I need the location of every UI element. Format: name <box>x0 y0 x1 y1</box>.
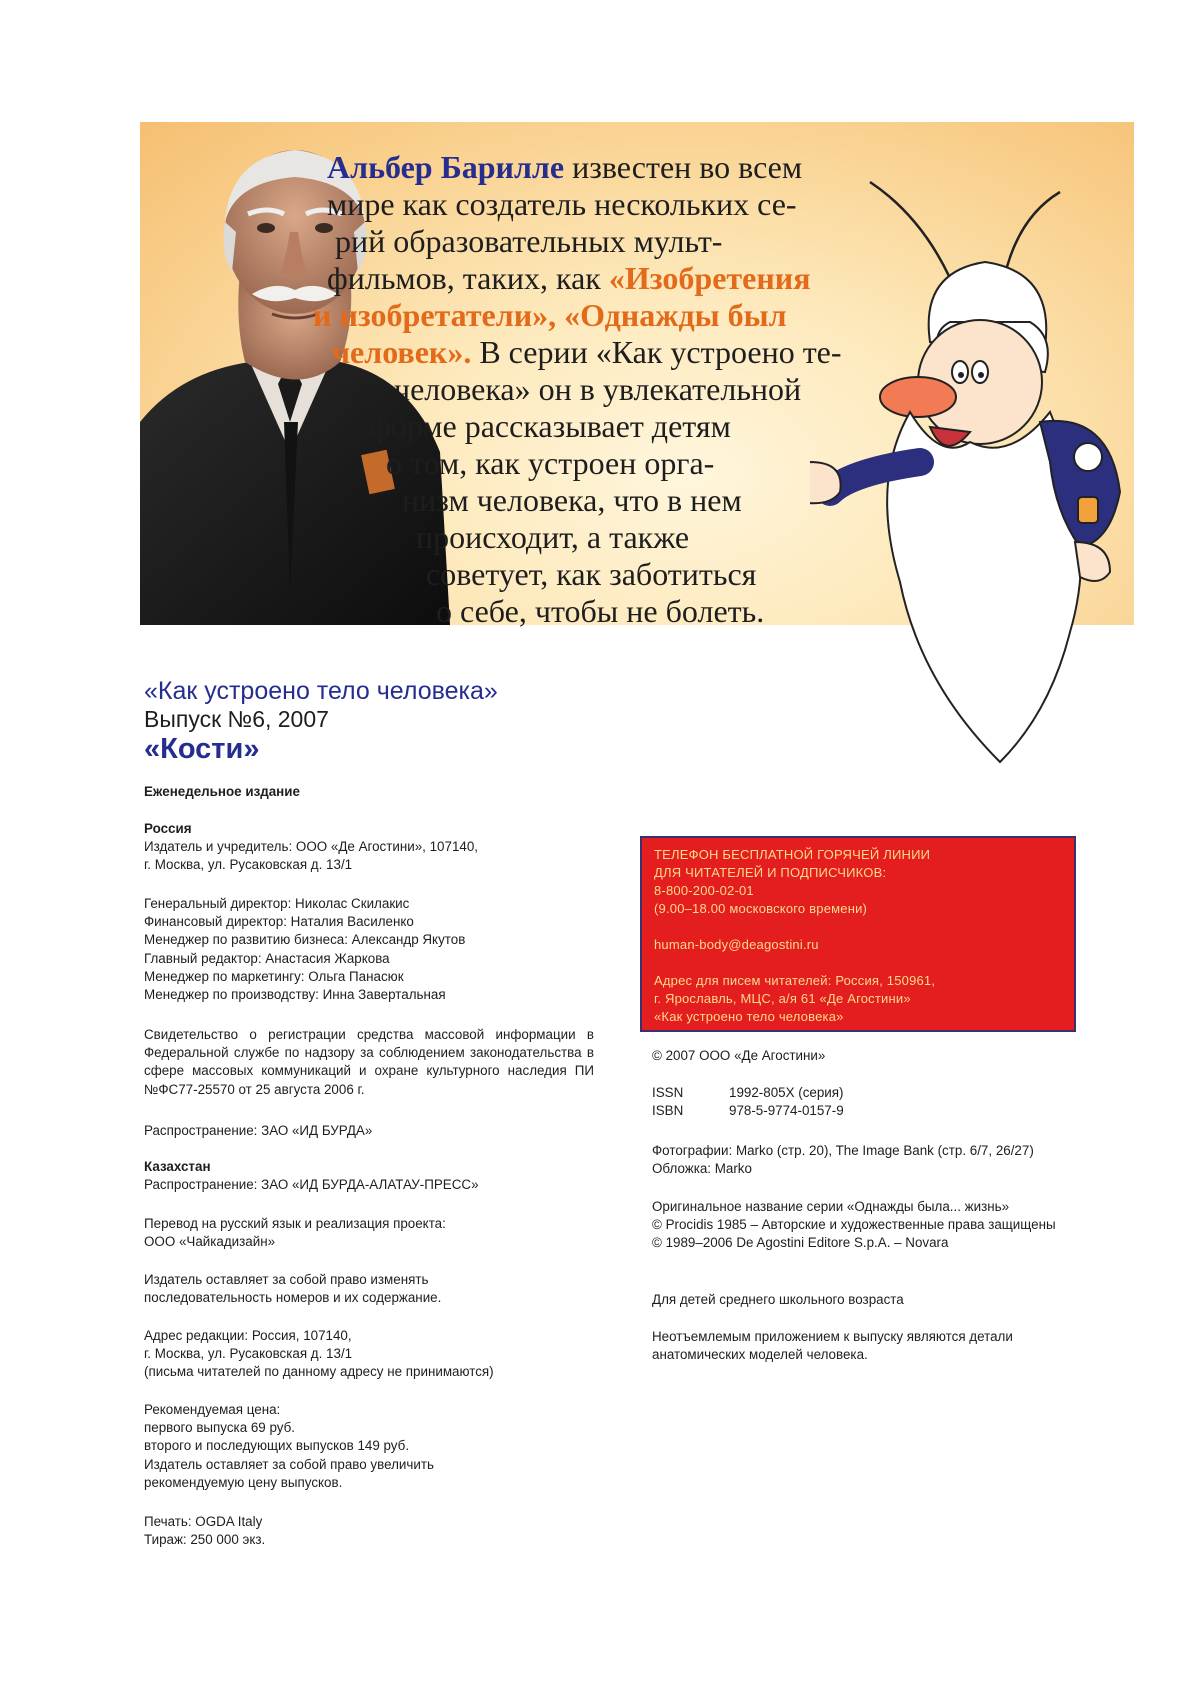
quote-line-8 <box>370 408 731 445</box>
quote-text: происходит, а также <box>416 519 690 555</box>
quote-text: советует, как заботиться <box>426 556 757 592</box>
hotline-phone: 8-800-200-02-01 <box>654 883 754 898</box>
issn-value: 1992-805X (серия) <box>729 1085 844 1100</box>
publisher-line: Издатель и учредитель: ООО «Де Агостини», 107140, <box>144 839 479 855</box>
quote-line-13 <box>436 593 764 630</box>
price-line: Рекомендуемая цена: <box>144 1402 281 1417</box>
quote-text: мире как создатель нескольких се- <box>327 186 797 222</box>
quote-line-12 <box>426 556 756 593</box>
editorial-address <box>144 1327 494 1382</box>
translation-line: ООО «Чайкадизайн» <box>144 1234 276 1250</box>
registration-notice: Свидетельство о регистрации средства массовой информации в Федеральной службе по надзору за соблюдением законодательства в сфере массовых коммуникаций и охране культурного наследия ПИ №ФС77-25570 от 25 августа 2006 г. <box>144 1027 594 1097</box>
hotline-line: ДЛЯ ЧИТАТЕЛЕЙ И ПОДПИСЧИКОВ: <box>654 865 887 880</box>
publisher-line: г. Москва, ул. Русаковская д. 13/1 <box>144 857 353 873</box>
staff-item: Финансовый директор: Наталия Василенко <box>144 914 414 930</box>
quote-line-11 <box>416 519 689 556</box>
price-line: рекомендуемую цену выпусков. <box>144 1474 343 1490</box>
original-line: © Procidis 1985 – Авторские и художественные права защищены <box>652 1217 1056 1233</box>
kazakhstan-block <box>144 1158 479 1194</box>
staff-item: Менеджер по производству: Инна Завертальная <box>144 987 446 1003</box>
isbn-label: ISBN <box>652 1103 684 1119</box>
print-line: Тираж: 250 000 экз. <box>144 1532 266 1548</box>
hotline-line: ТЕЛЕФОН БЕСПЛАТНОЙ ГОРЯЧЕЙ ЛИНИИ <box>654 847 931 862</box>
price-line: второго и последующих выпусков 149 руб. <box>144 1438 410 1454</box>
quote-text: фильмов, таких, как <box>327 260 609 296</box>
issn-isbn <box>652 1084 844 1120</box>
quote-line-3 <box>335 223 722 260</box>
print-line: Печать: OGDA Italy <box>144 1514 263 1529</box>
cartoon-title: и изобретатели», «Однажды был <box>313 297 787 333</box>
russia-block <box>144 820 478 875</box>
hotline-address: «Как устроено тело человека» <box>654 1009 844 1024</box>
intro-banner <box>140 122 1134 629</box>
weekly-text: Еженедельное издание <box>144 784 300 799</box>
quote-text: о себе, чтобы не болеть. <box>436 593 765 629</box>
price-block <box>144 1401 434 1492</box>
photo-credit-line: Обложка: Marko <box>652 1161 752 1177</box>
issn-row <box>652 1084 844 1102</box>
isbn-value: 978-5-9774-0157-9 <box>729 1103 844 1119</box>
weekly-label <box>144 783 300 801</box>
original-line: © 1989–2006 De Agostini Editore S.p.A. – Novara <box>652 1235 949 1251</box>
kazakhstan-heading: Казахстан <box>144 1159 211 1174</box>
price-line: Издатель оставляет за собой право увеличить <box>144 1456 434 1472</box>
issue-number: Выпуск №6, 2007 <box>144 706 329 732</box>
quote-text: В серии «Как устроено те- <box>471 334 842 370</box>
publisher-rights <box>144 1271 441 1307</box>
quote-line-9 <box>386 445 714 482</box>
rights-line: последовательность номеров и их содержание. <box>144 1290 442 1306</box>
staff-item: Главный редактор: Анастасия Жаркова <box>144 950 390 966</box>
quote-line-6 <box>332 334 842 371</box>
isbn-row <box>652 1102 844 1120</box>
quote-line-7 <box>354 371 801 408</box>
quote-line-4 <box>327 260 811 297</box>
rights-line: Издатель оставляет за собой право изменять <box>144 1272 429 1287</box>
address-line: г. Москва, ул. Русаковская д. 13/1 <box>144 1346 353 1362</box>
staff-item: Менеджер по развитию бизнеса: Александр Якутов <box>144 932 466 948</box>
distribution-kz: Распространение: ЗАО «ИД БУРДА-АЛАТАУ-ПРЕСС» <box>144 1177 479 1193</box>
translation-credit <box>144 1215 446 1251</box>
quote-text: известен во всем <box>564 149 803 185</box>
distribution-russia: Распространение: ЗАО «ИД БУРДА» <box>144 1123 373 1138</box>
quote-line-5 <box>313 297 787 334</box>
address-line: Адрес редакции: Россия, 107140, <box>144 1328 352 1343</box>
quote-text: низм человека, что в нем <box>402 482 742 518</box>
hotline-box <box>640 836 1076 1032</box>
hotline-address: г. Ярославль, МЦС, а/я 61 «Де Агостини» <box>654 991 911 1006</box>
quote-text: рий образовательных мульт- <box>335 223 723 259</box>
russia-heading: Россия <box>144 821 192 836</box>
cartoon-title: «Изобретения <box>608 260 811 296</box>
staff-item: Менеджер по маркетингу: Ольга Панасюк <box>144 968 404 984</box>
quote-text: ло человека» он в увлекательной <box>354 371 802 407</box>
author-quote <box>140 122 1134 629</box>
original-line: Оригинальное название серии «Однажды была... жизнь» <box>652 1199 1010 1214</box>
original-title-block <box>652 1198 1056 1253</box>
quote-text: о том, как устроен орга- <box>386 445 715 481</box>
translation-line: Перевод на русский язык и реализация проекта: <box>144 1216 446 1231</box>
quote-line-10 <box>402 482 742 519</box>
cartoon-title: человек». <box>332 334 472 370</box>
quote-text: форме рассказывает детям <box>370 408 731 444</box>
supplement-line: Неотъемлемым приложением к выпуску являются детали <box>652 1329 1013 1344</box>
copyright: © 2007 ООО «Де Агостини» <box>652 1048 826 1063</box>
quote-line-2 <box>327 186 797 223</box>
staff-item: Генеральный директор: Николас Скилакис <box>144 896 410 911</box>
quote-line-1 <box>327 149 802 186</box>
series-name: «Как устроено тело человека» <box>144 677 498 705</box>
hotline-address: Адрес для писем читателей: Россия, 150961, <box>654 973 936 988</box>
supplement-line: анатомических моделей человека. <box>652 1347 868 1363</box>
hotline-email-link[interactable]: human-body@deagostini.ru <box>654 937 819 952</box>
staff-list <box>144 895 465 1004</box>
photo-credits <box>652 1142 1034 1178</box>
author-name: Альбер Барилле <box>327 149 565 185</box>
address-line: (письма читателей по данному адресу не принимаются) <box>144 1364 494 1380</box>
price-line: первого выпуска 69 руб. <box>144 1420 296 1436</box>
issn-label: ISSN <box>652 1085 684 1100</box>
print-info <box>144 1513 265 1549</box>
age-rating: Для детей среднего школьного возраста <box>652 1292 904 1307</box>
supplement-notice <box>652 1328 1013 1364</box>
issue-title: «Кости» <box>144 733 260 765</box>
photo-credit-line: Фотографии: Marko (стр. 20), The Image Bank (стр. 6/7, 26/27) <box>652 1143 1034 1158</box>
hotline-hours: (9.00–18.00 московского времени) <box>654 901 868 916</box>
